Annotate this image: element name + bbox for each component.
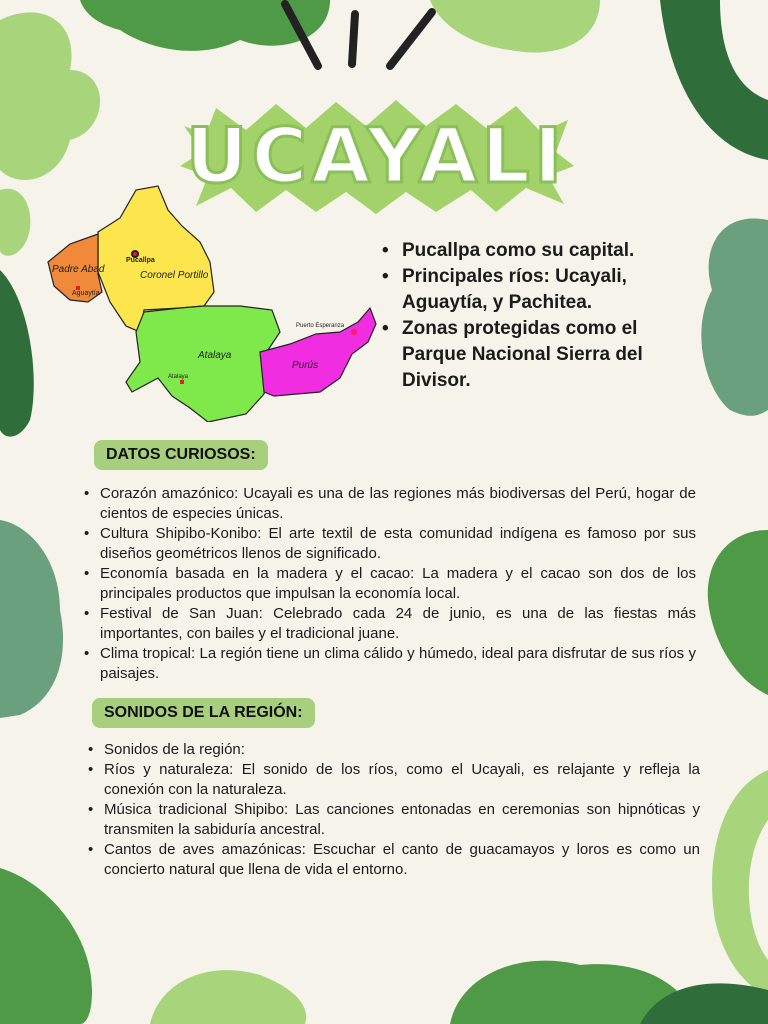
list-item: • Sonidos de la región: [86, 740, 700, 760]
list-item: • Principales ríos: Ucayali, Aguaytía, y Pachitea. [378, 264, 698, 316]
list-item: • Clima tropical: La región tiene un clima cálido y húmedo, ideal para disfrutar de sus ríos y paisajes. [82, 644, 696, 684]
list-item: • Festival de San Juan: Celebrado cada 24 de junio, es una de las fiestas más importantes, con bailes y el tradicional juane. [82, 604, 696, 644]
region-atalaya [126, 306, 280, 422]
list-item: • Corazón amazónico: Ucayali es una de las regiones más biodiversas del Perú, hogar de cientos de especies únicas. [82, 484, 696, 524]
region-purus [260, 308, 376, 396]
city-aguaytia: Aguaytía [72, 290, 100, 297]
city-pucallpa: Pucallpa [126, 257, 155, 264]
label-padre-abad: Padre Abad [52, 264, 105, 275]
list-item: • Cultura Shipibo-Konibo: El arte textil de esta comunidad indígena es famoso por sus diseños geométricos llenos de significado. [82, 524, 696, 564]
key-facts-list [378, 238, 698, 394]
list-item: • Cantos de aves amazónicas: Escuchar el canto de guacamayos y loros es como un concierto natural que llena de vida el entorno. [86, 840, 700, 880]
sonidos-heading: SONIDOS DE LA REGIÓN: [92, 698, 315, 728]
page-title: UCAYALI [185, 111, 567, 200]
label-coronel-portillo: Coronel Portillo [140, 270, 209, 281]
list-item: • Zonas protegidas como el Parque Nacional Sierra del Divisor. [378, 316, 698, 394]
list-item: • Economía basada en la madera y el cacao: La madera y el cacao son dos de los principales productos que impulsan la economía local. [82, 564, 696, 604]
sonidos-list [86, 740, 700, 880]
datos-curiosos-heading: DATOS CURIOSOS: [94, 440, 268, 470]
list-item: • Pucallpa como su capital. [378, 238, 698, 264]
list-item: • Ríos y naturaleza: El sonido de los ríos, como el Ucayali, es relajante y refleja la conexión con la naturaleza. [86, 760, 700, 800]
city-puerto-esperanza: Puerto Esperanza [296, 323, 345, 329]
label-purus: Purús [292, 360, 319, 371]
datos-curiosos-list [82, 484, 696, 684]
list-item: • Música tradicional Shipibo: Las canciones entonadas en ceremonias son hipnóticas y transmiten la sabiduría ancestral. [86, 800, 700, 840]
city-marker [180, 380, 184, 384]
city-atalaya: Atalaya [168, 374, 189, 380]
ucayali-map [40, 182, 380, 422]
city-marker [351, 329, 357, 335]
label-atalaya: Atalaya [198, 350, 232, 361]
